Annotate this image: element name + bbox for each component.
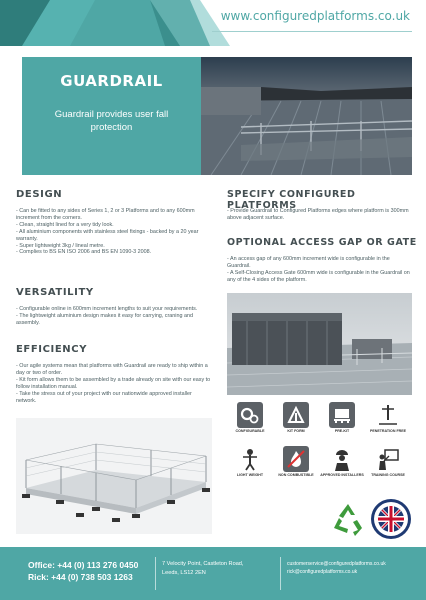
- design-heading: DESIGN: [16, 189, 63, 200]
- feature-label: CONFIGURABLE: [235, 429, 265, 433]
- configurable-icon: [237, 402, 263, 428]
- guardrail-render: [16, 418, 212, 534]
- efficiency-line: - Take the stress out of your project with our nationwide approved installer network.: [16, 390, 192, 404]
- page-tagline: Guardrail provides user fall protection: [54, 109, 169, 133]
- design-text: [16, 208, 212, 256]
- office-phone[interactable]: Office: +44 (0) 113 276 0450: [28, 560, 139, 570]
- website-url[interactable]: www.configuredplatforms.co.uk: [220, 9, 410, 23]
- versatility-text: [16, 306, 212, 327]
- specify-heading: SPECIFY CONFIGURED PLATFORMS: [227, 189, 356, 211]
- hero-photo: [201, 57, 412, 175]
- versatility-heading: VERSATILITY: [16, 287, 94, 298]
- design-line: - Complies to BS EN ISO 2006 and BS EN 1090-3 2008.: [16, 249, 152, 256]
- made-in-uk-seal: [370, 498, 412, 540]
- versatility-line: - The lightweight aluminium design makes it easy for carrying, craning and assembly.: [16, 312, 193, 326]
- header-stripes: [0, 0, 426, 46]
- feature-label: APPROVED INSTALLERS: [320, 473, 364, 477]
- feature-configurable: [227, 402, 273, 446]
- penetration-icon: [375, 402, 401, 428]
- feature-non-combustible: [273, 446, 319, 490]
- title-panel: [22, 57, 201, 175]
- specify-line: - Provide Guardrail to Configured Platforms edges where platform is 300mm above adjacent surface.: [227, 208, 409, 221]
- efficiency-line: - Our agile systems mean that platforms with Guardrail are ready to ship within a day or two of order.: [16, 363, 208, 376]
- feature-label: PRE-KIT: [334, 429, 350, 433]
- gap-line: - An access gap of any 600mm increment wide is configurable in the Guardrail.: [227, 256, 390, 269]
- feature-approved-installers: [319, 446, 365, 490]
- kit-form-icon: [283, 402, 309, 428]
- email-rick[interactable]: rick@configuredplatforms.co.uk: [287, 569, 358, 575]
- address-line-1: 7 Velocity Point, Castleton Road,: [162, 561, 244, 567]
- specify-text: [227, 208, 412, 222]
- feature-label: LIGHT WEIGHT: [236, 473, 264, 477]
- design-line: - All aluminium components with stainless steel fixings - backed by a 20 year warranty.: [16, 228, 199, 242]
- feature-icons: [227, 402, 412, 490]
- feature-label: TRAINING COURSE: [371, 473, 405, 477]
- non-combustible-icon: [283, 446, 309, 472]
- design-line: - Super lightweight 3kg / lineal metre.: [16, 242, 105, 249]
- lightweight-icon: [237, 446, 263, 472]
- mobile-phone[interactable]: Rick: +44 (0) 738 503 1263: [28, 572, 133, 582]
- versatility-line: - Configurable online in 600mm increment lengths to suit your requirements.: [16, 306, 198, 312]
- feature-kit-form: [273, 402, 319, 446]
- training-icon: [375, 446, 401, 472]
- pallet-icon: [329, 402, 355, 428]
- address-line-2: Leeds, LS12 2EN: [162, 570, 206, 576]
- efficiency-line: - Kit form allows them to be assembled by a trade already on site with our easy to follow installation manual.: [16, 376, 211, 390]
- efficiency-text: [16, 363, 212, 404]
- gap-heading: OPTIONAL ACCESS GAP OR GATE: [227, 237, 417, 248]
- gap-text: [227, 256, 412, 284]
- feature-label: PENETRATION FREE: [369, 429, 407, 433]
- feature-training-course: [365, 446, 411, 490]
- feature-penetration-free: [365, 402, 411, 446]
- page-title: GUARDRAIL: [60, 72, 163, 90]
- design-line: - Can be fitted to any sides of Series 1, 2 or 3 Platforms and to any 600mm increment from the corners.: [16, 208, 195, 221]
- feature-label: KIT FORM: [287, 429, 305, 433]
- footer-divider: [155, 557, 156, 590]
- footer: [0, 547, 426, 600]
- header-rule: [212, 31, 412, 32]
- feature-label: NON COMBUSTIBLE: [278, 473, 314, 477]
- efficiency-heading: EFFICIENCY: [16, 344, 88, 355]
- feature-pre-kit: [319, 402, 365, 446]
- email-customer-service[interactable]: customerservice@configuredplatforms.co.uk: [287, 561, 386, 567]
- design-line: - Clean, straight lined for a very tidy look.: [16, 221, 114, 228]
- footer-divider: [280, 557, 281, 590]
- rooftop-units-photo: [227, 293, 412, 395]
- recycle-icon: [328, 500, 368, 540]
- feature-light-weight: [227, 446, 273, 490]
- installer-icon: [329, 446, 355, 472]
- gap-line: - A Self-Closing Access Gate 600mm wide is configurable in the Guardrail on any of the 4 sides of the platform.: [227, 269, 410, 283]
